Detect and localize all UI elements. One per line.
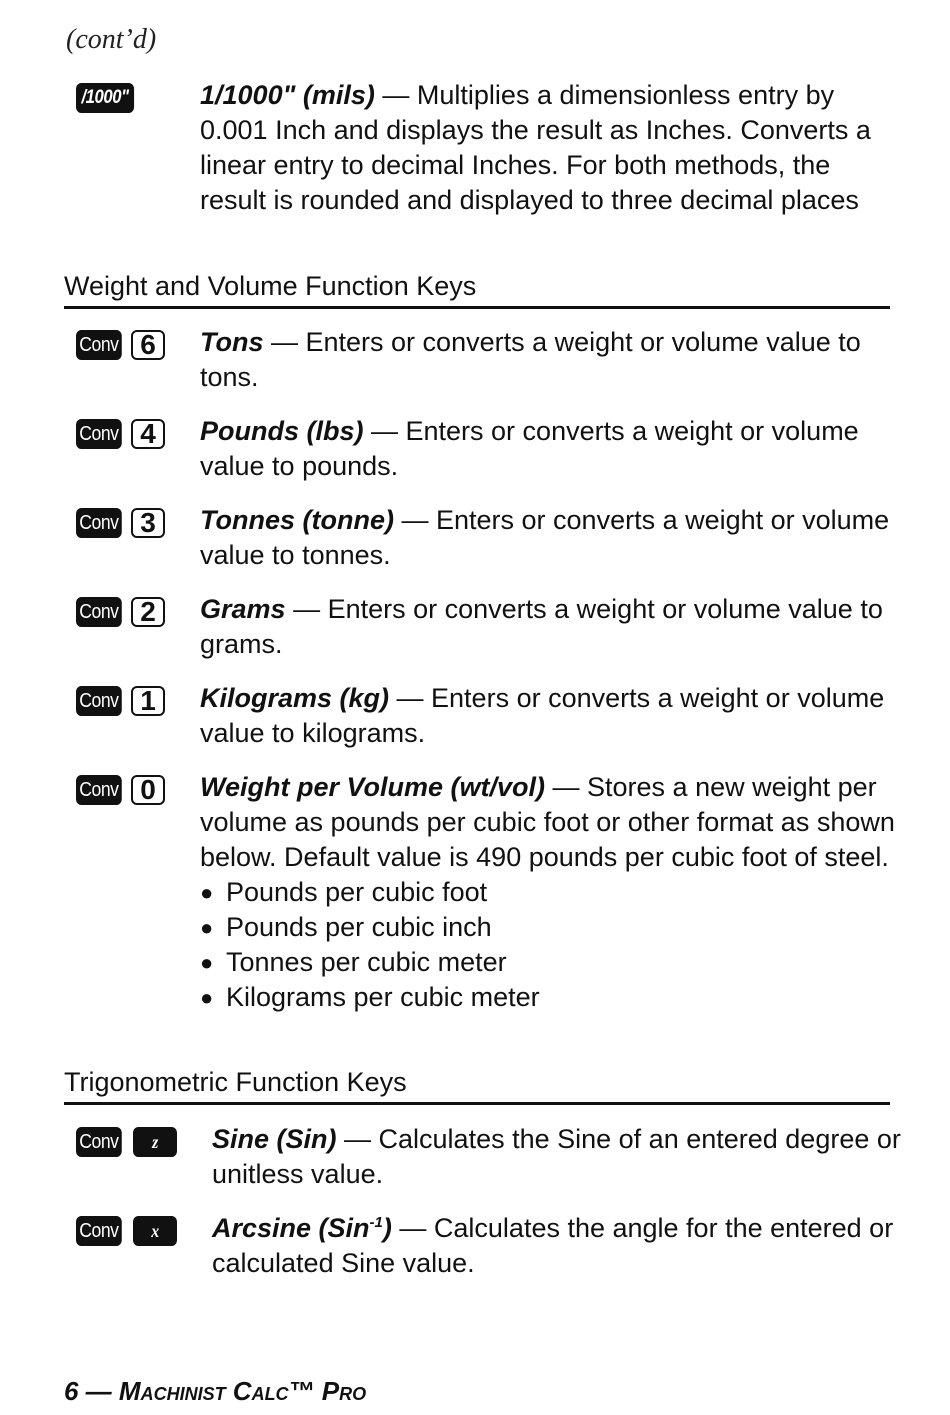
entry-term	[212, 1213, 392, 1243]
entry-text: — Enters or converts a weight or volume value to pounds.	[200, 416, 859, 481]
entry-description	[200, 414, 900, 484]
conv-key: Conv	[76, 597, 122, 627]
page-footer: 6 — Machinist Calc™ Pro	[64, 1376, 367, 1406]
key-group	[76, 419, 165, 449]
x-key: x	[133, 1216, 177, 1246]
list-item: ● Pounds per cubic foot	[200, 875, 900, 910]
digit-key-3: 3	[131, 508, 165, 538]
section-heading-weight-volume: Weight and Volume Function Keys	[64, 271, 890, 309]
digit-key-1: 1	[131, 686, 165, 716]
key-group	[76, 597, 165, 627]
entry-term: Grams	[200, 594, 286, 624]
term-prefix: Arcsine (Sin	[212, 1213, 370, 1243]
key-group	[76, 330, 165, 360]
entry-term: Kilograms (kg)	[200, 683, 390, 713]
entry-text: — Enters or converts a weight or volume value to tonnes.	[200, 505, 890, 570]
digit-key-2: 2	[131, 597, 165, 627]
entry-text: — Multiplies a dimensionless entry by 0.001 Inch and displays the result as Inches. Converts a linear entry to decimal Inches. For both methods, the result is rounded and displayed to three decimal places	[200, 80, 871, 215]
entry-term: Tonnes (tonne)	[200, 505, 394, 535]
format-list	[200, 875, 900, 1015]
entry-term: Tons	[200, 327, 264, 357]
entry-description	[200, 681, 900, 751]
conv-key: Conv	[76, 775, 122, 805]
entry-description	[212, 1211, 912, 1281]
key-group-mils	[76, 83, 142, 113]
entry-text: — Calculates the angle for the entered or calculated Sine value.	[212, 1213, 894, 1278]
continued-label: (cont’d)	[66, 24, 157, 55]
list-item: ● Kilograms per cubic meter	[200, 980, 900, 1015]
term-suffix: )	[382, 1213, 392, 1243]
digit-key-4: 4	[131, 419, 165, 449]
entry-description	[200, 503, 900, 573]
key-group	[76, 1216, 183, 1246]
term-superscript: -1	[369, 1214, 383, 1231]
entry-text: — Enters or converts a weight or volume value to tons.	[200, 327, 861, 392]
conv-key: Conv	[76, 330, 122, 360]
entry-term: 1/1000" (mils)	[200, 80, 375, 110]
list-item: ● Pounds per cubic inch	[200, 910, 900, 945]
entry-term: Sine (Sin)	[212, 1124, 337, 1154]
conv-key: Conv	[76, 419, 122, 449]
entry-description	[200, 592, 900, 662]
digit-key-6: 6	[131, 330, 165, 360]
entry-text: — Enters or converts a weight or volume value to grams.	[200, 594, 883, 659]
entry-text: — Stores a new weight per volume as pounds per cubic foot or other format as shown below. Default value is 490 pounds per cubic foot of steel.	[200, 772, 895, 872]
section-heading-trigonometric: Trigonometric Function Keys	[64, 1067, 890, 1105]
entry-text: — Calculates the Sine of an entered degree or unitless value.	[212, 1124, 901, 1189]
z-key: z	[133, 1127, 177, 1157]
entry-term: Weight per Volume (wt/vol)	[200, 772, 546, 802]
key-group	[76, 1127, 183, 1157]
conv-key: Conv	[76, 686, 122, 716]
key-group	[76, 508, 165, 538]
entry-description	[212, 1122, 912, 1192]
conv-key: Conv	[76, 1216, 122, 1246]
mils-key: /1000"	[76, 83, 134, 113]
list-item: ● Tonnes per cubic meter	[200, 945, 900, 980]
digit-key-0: 0	[131, 775, 165, 805]
entry-description	[200, 770, 900, 1015]
entry-term: Pounds (lbs)	[200, 416, 364, 446]
conv-key: Conv	[76, 1127, 122, 1157]
entry-description	[200, 325, 900, 395]
entry-text: — Enters or converts a weight or volume value to kilograms.	[200, 683, 885, 748]
key-group	[76, 775, 165, 805]
entry-description	[200, 78, 900, 218]
conv-key: Conv	[76, 508, 122, 538]
key-group	[76, 686, 165, 716]
